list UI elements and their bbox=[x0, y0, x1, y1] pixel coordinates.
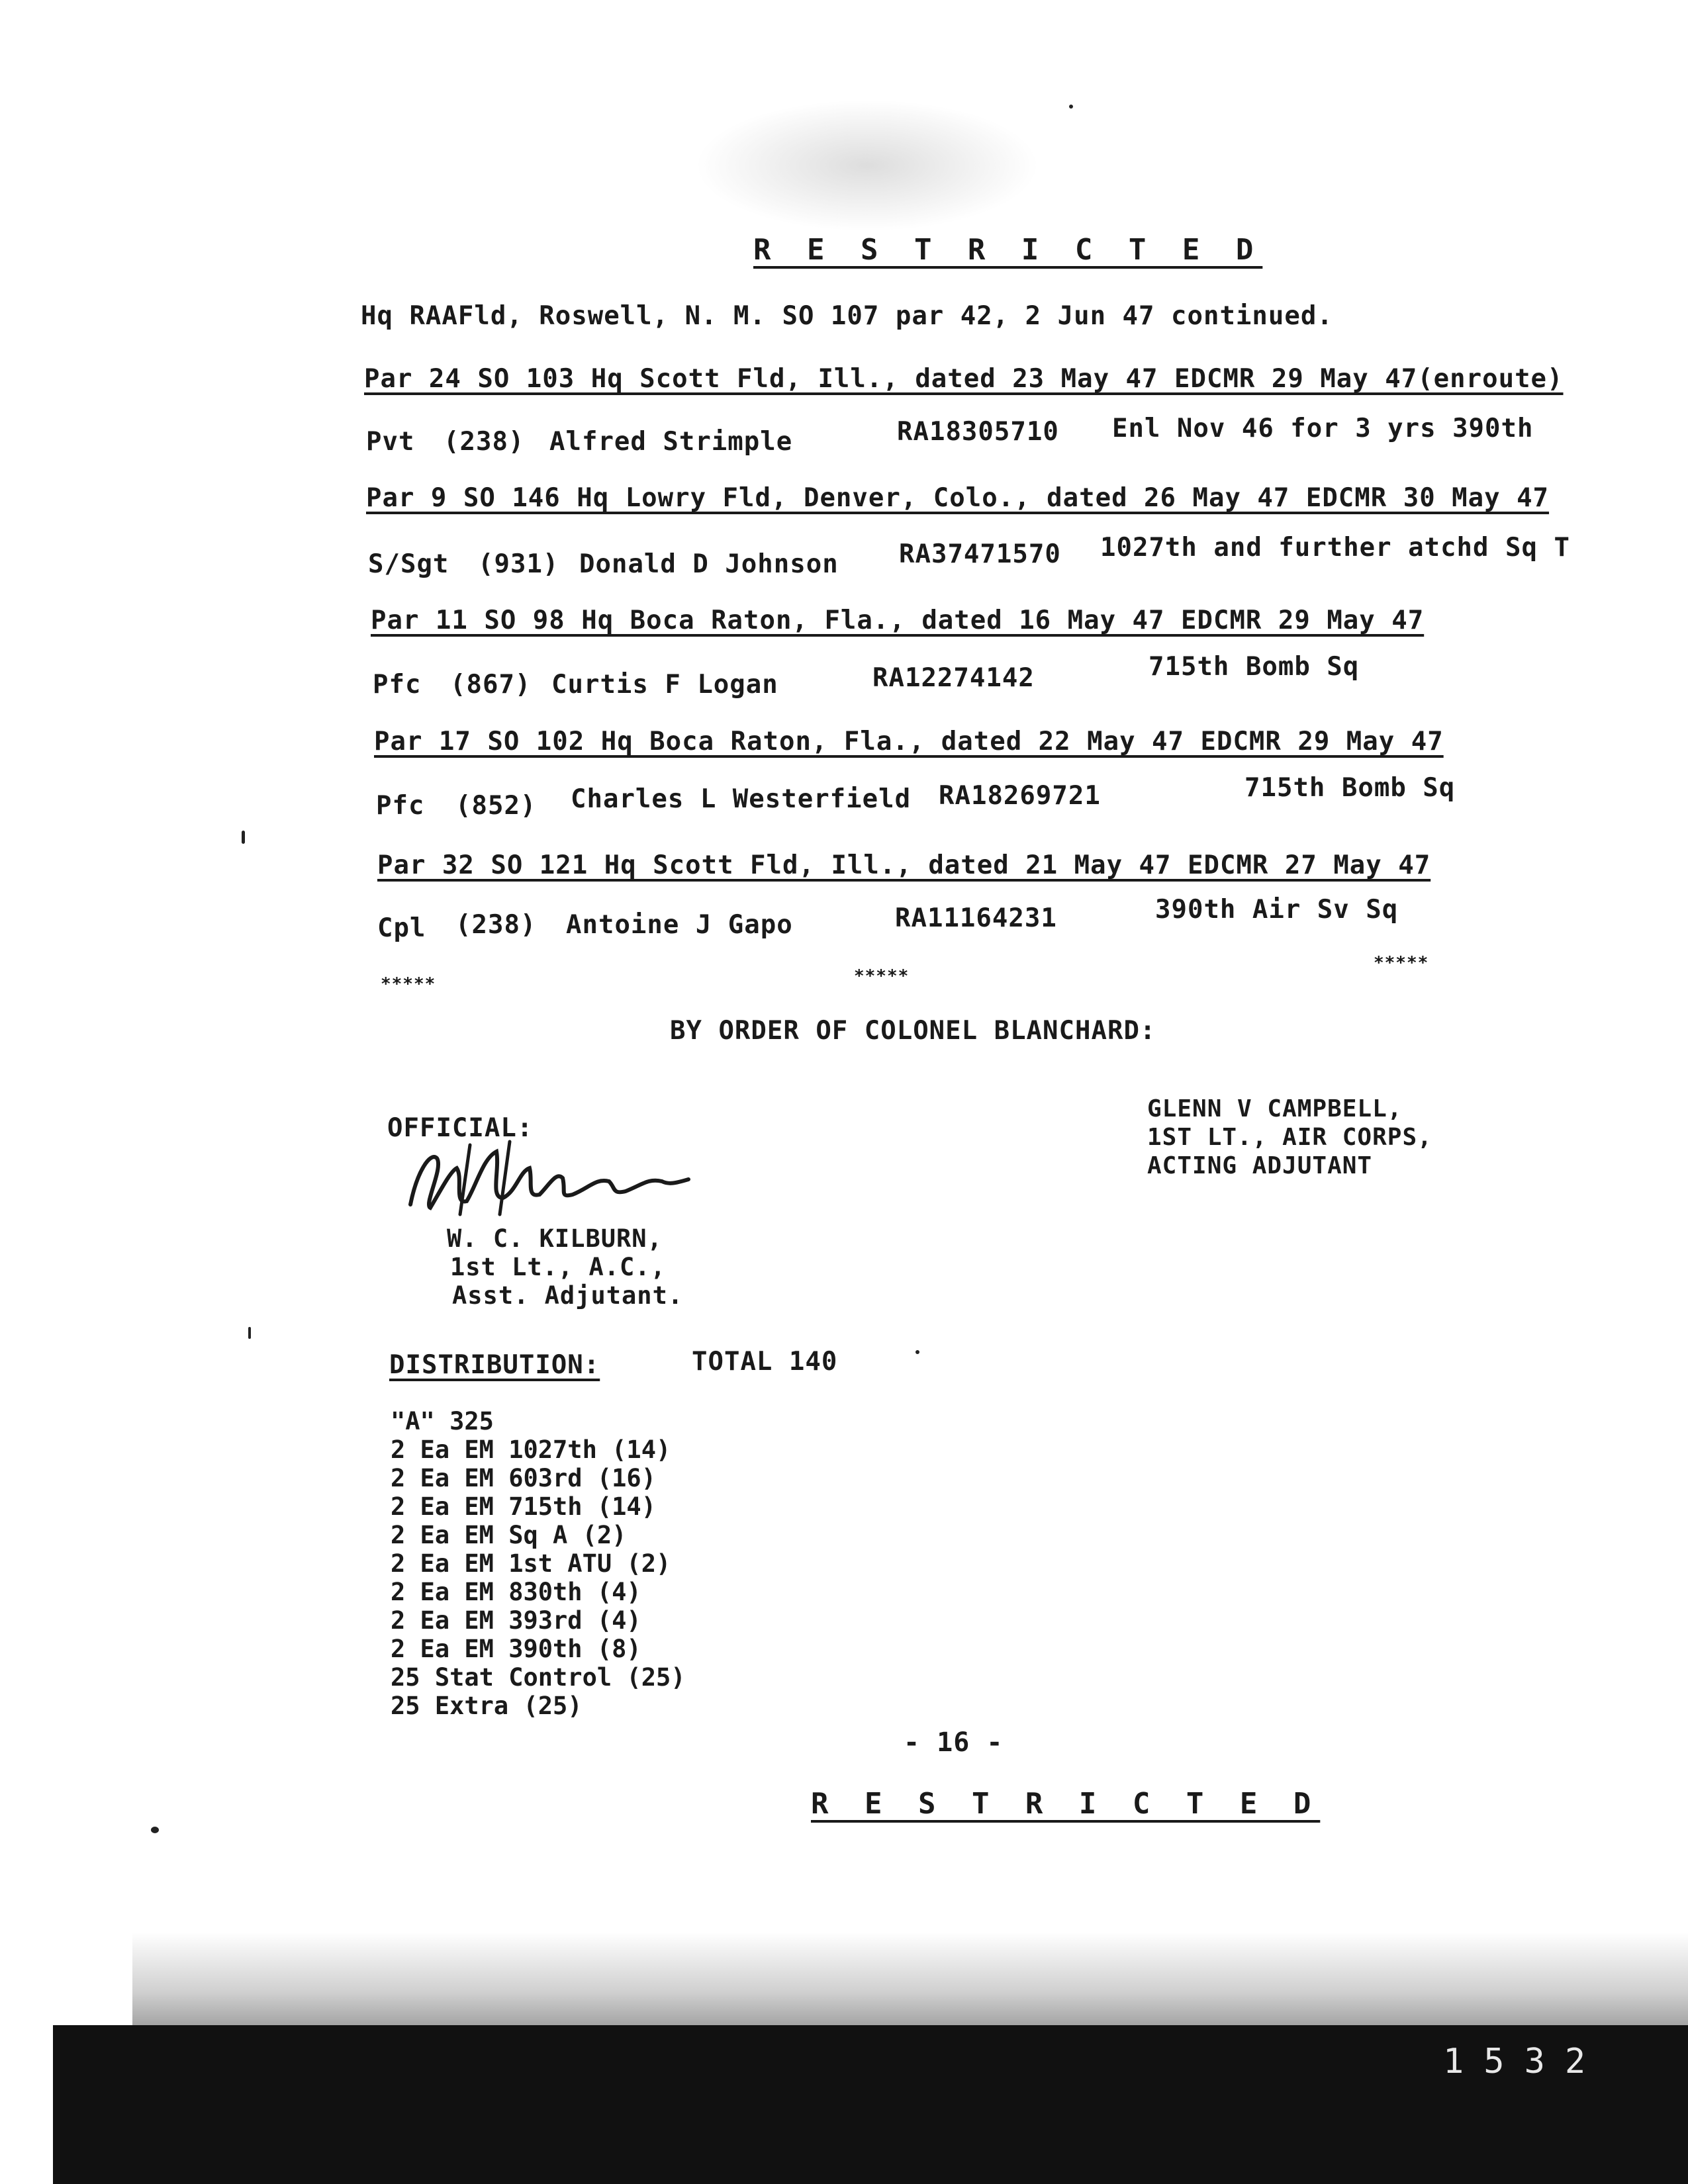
entry-2-par: Par 9 SO 146 Hq Lowry Fld, Denver, Colo., dated 26 May 47 EDCMR 30 May 47 bbox=[366, 483, 1550, 513]
speck bbox=[151, 1827, 159, 1833]
scan-artifact-top bbox=[695, 99, 1039, 232]
distribution-line: 2 Ea EM 603rd (16) bbox=[391, 1464, 656, 1492]
separator-left: ***** bbox=[381, 974, 436, 994]
entry-2-mos: (931) bbox=[478, 549, 559, 579]
entry-3-mos: (867) bbox=[450, 670, 532, 700]
distribution-total: TOTAL 140 bbox=[692, 1347, 838, 1377]
speck bbox=[248, 1327, 251, 1339]
entry-4-name: Charles L Westerfield bbox=[571, 784, 912, 814]
entry-2-note: 1027th and further atchd Sq T bbox=[1100, 533, 1570, 563]
distribution-line: 2 Ea EM Sq A (2) bbox=[391, 1521, 627, 1549]
distribution-line: 2 Ea EM 1st ATU (2) bbox=[391, 1549, 671, 1578]
entry-3-par: Par 11 SO 98 Hq Boca Raton, Fla., dated 16 May 47 EDCMR 29 May 47 bbox=[371, 606, 1425, 635]
separator-center: ***** bbox=[854, 966, 910, 986]
page-number: - 16 - bbox=[904, 1727, 1004, 1758]
official-label: OFFICIAL: bbox=[387, 1113, 534, 1143]
entry-4-rank: Pfc bbox=[376, 791, 425, 821]
distribution-label: DISTRIBUTION: bbox=[389, 1350, 600, 1380]
distribution-line: 2 Ea EM 830th (4) bbox=[391, 1578, 641, 1606]
restricted-header: R E S T R I C T E D bbox=[753, 233, 1263, 267]
entry-1-rank: Pvt bbox=[366, 427, 415, 457]
speck bbox=[1069, 105, 1073, 109]
distribution-line: 2 Ea EM 715th (14) bbox=[391, 1492, 656, 1521]
entry-4-note: 715th Bomb Sq bbox=[1244, 773, 1456, 803]
scan-artifact-bottom bbox=[132, 1933, 1688, 2032]
entry-3-serial: RA12274142 bbox=[872, 663, 1035, 693]
official-title: Asst. Adjutant. bbox=[452, 1281, 684, 1310]
distribution-line: 2 Ea EM 1027th (14) bbox=[391, 1435, 671, 1464]
entry-1-note: Enl Nov 46 for 3 yrs 390th bbox=[1112, 414, 1534, 443]
official-rank: 1st Lt., A.C., bbox=[450, 1253, 666, 1281]
entry-3-note: 715th Bomb Sq bbox=[1149, 652, 1360, 682]
entry-4-par: Par 17 SO 102 Hq Boca Raton, Fla., dated 22 May 47 EDCMR 29 May 47 bbox=[374, 727, 1444, 756]
signatory-title: ACTING ADJUTANT bbox=[1147, 1152, 1373, 1179]
distribution-line: "A" 325 bbox=[391, 1407, 494, 1435]
separator-right: ***** bbox=[1374, 953, 1429, 973]
distribution-line: 2 Ea EM 393rd (4) bbox=[391, 1606, 641, 1635]
distribution-line: 25 Extra (25) bbox=[391, 1692, 583, 1720]
distribution-line: 25 Stat Control (25) bbox=[391, 1663, 686, 1692]
speck bbox=[242, 831, 245, 844]
entry-1-mos: (238) bbox=[444, 427, 525, 457]
entry-3-name: Curtis F Logan bbox=[551, 670, 778, 700]
entry-5-name: Antoine J Gapo bbox=[566, 910, 793, 940]
entry-1-name: Alfred Strimple bbox=[549, 427, 793, 457]
distribution-line: 2 Ea EM 390th (8) bbox=[391, 1635, 641, 1663]
restricted-footer: R E S T R I C T E D bbox=[811, 1787, 1321, 1821]
entry-2-serial: RA37471570 bbox=[899, 539, 1061, 569]
signatory-name: GLENN V CAMPBELL, bbox=[1147, 1095, 1403, 1122]
entry-2-name: Donald D Johnson bbox=[579, 549, 839, 579]
entry-4-mos: (852) bbox=[455, 791, 537, 821]
speck bbox=[915, 1350, 919, 1354]
frame-number: 1532 bbox=[1443, 2042, 1606, 2081]
entry-5-mos: (238) bbox=[455, 910, 537, 940]
entry-3-rank: Pfc bbox=[373, 670, 422, 700]
entry-2-rank: S/Sgt bbox=[368, 549, 449, 579]
entry-1-par: Par 24 SO 103 Hq Scott Fld, Ill., dated 23 May 47 EDCMR 29 May 47(enroute) bbox=[364, 364, 1564, 394]
handwritten-signature bbox=[391, 1132, 715, 1224]
heading-line: Hq RAAFld, Roswell, N. M. SO 107 par 42, 2 Jun 47 continued. bbox=[361, 301, 1333, 331]
entry-5-serial: RA11164231 bbox=[895, 903, 1057, 933]
distribution-list bbox=[391, 1407, 686, 1720]
entry-5-note: 390th Air Sv Sq bbox=[1155, 895, 1399, 925]
signatory-rank: 1ST LT., AIR CORPS, bbox=[1147, 1124, 1432, 1151]
entry-4-serial: RA18269721 bbox=[939, 781, 1101, 811]
order-line: BY ORDER OF COLONEL BLANCHARD: bbox=[670, 1016, 1156, 1046]
entry-5-rank: Cpl bbox=[377, 913, 426, 943]
entry-5-par: Par 32 SO 121 Hq Scott Fld, Ill., dated 21 May 47 EDCMR 27 May 47 bbox=[377, 850, 1431, 880]
entry-1-serial: RA18305710 bbox=[897, 417, 1059, 447]
official-name: W. C. KILBURN, bbox=[447, 1224, 663, 1253]
